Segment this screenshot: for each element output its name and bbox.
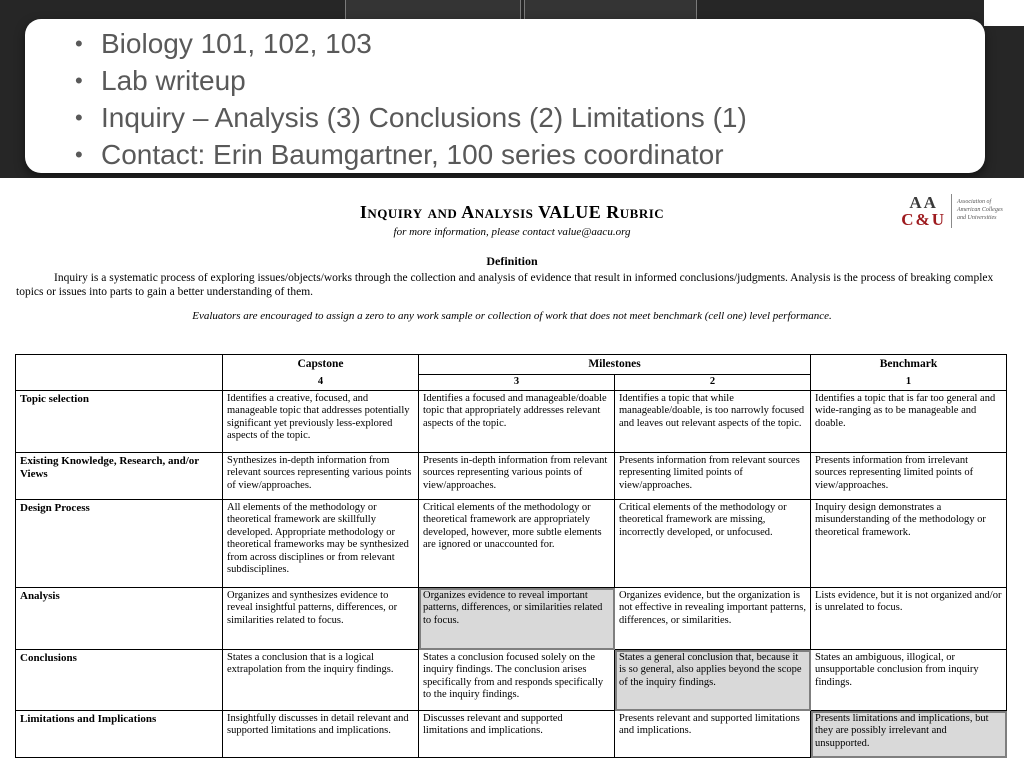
criteria-column-header (16, 355, 223, 391)
aacu-logo (901, 194, 1010, 228)
rubric-cell: Organizes and synthesizes evidence to reveal insightful patterns, differences, or similarities related to focus. (223, 588, 419, 650)
rubric-row (16, 500, 1007, 588)
bullet-list (73, 25, 957, 173)
rubric-table-body (16, 391, 1007, 758)
rubric-cell: Identifies a topic that while manageable/doable, is too narrowly focused and leaves out relevant aspects of the topic. (615, 391, 811, 453)
level-number-3: 3 (419, 375, 615, 391)
bullet-item-criteria: • Inquiry – Analysis (3) Conclusions (2) Limitations (1) (73, 99, 957, 136)
aacu-logo-letters (901, 194, 952, 228)
rubric-cell: Identifies a topic that is far too general and wide-ranging as to be manageable and doable. (811, 391, 1007, 453)
rubric-row (16, 391, 1007, 453)
rubric-cell: States a conclusion that is a logical extrapolation from the inquiry findings. (223, 650, 419, 711)
rubric-row (16, 711, 1007, 758)
aacu-logo-aa: AA (909, 193, 938, 212)
rubric-table-head (16, 355, 1007, 391)
rubric-cell: Insightfully discusses in detail relevant and supported limitations and implications. (223, 711, 419, 758)
corner-chip (984, 0, 1024, 26)
level-group-milestones: Milestones (419, 355, 811, 375)
level-group-benchmark: Benchmark (811, 355, 1007, 375)
rubric-cell: Presents relevant and supported limitations and implications. (615, 711, 811, 758)
aacu-logo-cu: C&U (901, 210, 946, 229)
rubric-cell-highlighted: Organizes evidence to reveal important patterns, differences, or similarities related to focus. (419, 588, 615, 650)
rubric-cell: Identifies a focused and manageable/doable topic that appropriately addresses relevant aspects of the topic. (419, 391, 615, 453)
criterion-cell: Limitations and Implications (16, 711, 223, 758)
criterion-cell: Analysis (16, 588, 223, 650)
rubric-row (16, 650, 1007, 711)
rubric-row (16, 588, 1007, 650)
rubric-cell: Discusses relevant and supported limitations and implications. (419, 711, 615, 758)
level-group-capstone: Capstone (223, 355, 419, 375)
rubric-title: Inquiry and Analysis VALUE Rubric (359, 202, 665, 222)
rubric-panel (0, 178, 1024, 768)
rubric-cell-highlighted: Presents limitations and implications, but they are possibly irrelevant and unsupported. (811, 711, 1007, 758)
rubric-row (16, 453, 1007, 500)
rubric-cell: Critical elements of the methodology or theoretical framework are missing, incorrectly developed, or unfocused. (615, 500, 811, 588)
rubric-cell: States an ambiguous, illogical, or unsupportable conclusion from inquiry findings. (811, 650, 1007, 711)
bullet-item-courses: • Biology 101, 102, 103 (73, 25, 957, 62)
criterion-cell: Existing Knowledge, Research, and/or Views (16, 453, 223, 500)
bullet-item-assignment: • Lab writeup (73, 62, 957, 99)
rubric-cell-highlighted: States a general conclusion that, because it is so general, also applies beyond the scope of the inquiry findings. (615, 650, 811, 711)
content-card (25, 19, 985, 173)
rubric-cell: Critical elements of the methodology or theoretical framework are appropriately developed, however, more subtle elements are ignored or unaccounted for. (419, 500, 615, 588)
definition-text: Inquiry is a systematic process of exploring issues/objects/works through the collection and analysis of evidence that result in informed conclusions/judgments. Analysis is the process of breaking complex topics or issues into parts to gain a better understanding of them. (16, 272, 994, 299)
definition-heading: Definition (486, 254, 538, 268)
level-number-2: 2 (615, 375, 811, 391)
rubric-table (15, 354, 1007, 758)
rubric-subtitle: for more information, please contact value@aacu.org (393, 226, 631, 238)
rubric-cell: Identifies a creative, focused, and manageable topic that addresses potentially significant yet previously less-explored aspects of the topic. (223, 391, 419, 453)
evaluator-note: Evaluators are encouraged to assign a zero to any work sample or collection of work that does not meet benchmark (cell one) level performance. (192, 309, 832, 322)
rubric-cell: Lists evidence, but it is not organized and/or is unrelated to focus. (811, 588, 1007, 650)
bullet-item-contact: • Contact: Erin Baumgartner, 100 series coordinator (73, 136, 957, 173)
rubric-cell: Presents information from relevant sources representing limited points of view/approaches. (615, 453, 811, 500)
rubric-cell: Synthesizes in-depth information from relevant sources representing various points of view/approaches. (223, 453, 419, 500)
rubric-cell: Organizes evidence, but the organization is not effective in revealing important patterns, differences, or similarities. (615, 588, 811, 650)
level-number-4: 4 (223, 375, 419, 391)
criterion-cell: Conclusions (16, 650, 223, 711)
rubric-cell: Presents in-depth information from relevant sources representing various points of view/approaches. (419, 453, 615, 500)
criterion-cell: Topic selection (16, 391, 223, 453)
criterion-cell: Design Process (16, 500, 223, 588)
rubric-cell: States a conclusion focused solely on the inquiry findings. The conclusion arises specifically from and responds specifically to the inquiry findings. (419, 650, 615, 711)
rubric-cell: All elements of the methodology or theoretical framework are skillfully developed. Appropriate methodology or theoretical frameworks may be synthesized from across disciplines or from relevant subdisciplines. (223, 500, 419, 588)
aacu-logo-caption: Association of American Colleges and Universities (957, 199, 1003, 221)
rubric-cell: Presents information from irrelevant sources representing limited points of view/approaches. (811, 453, 1007, 500)
level-number-1: 1 (811, 375, 1007, 391)
rubric-cell: Inquiry design demonstrates a misunderstanding of the methodology or theoretical framework. (811, 500, 1007, 588)
